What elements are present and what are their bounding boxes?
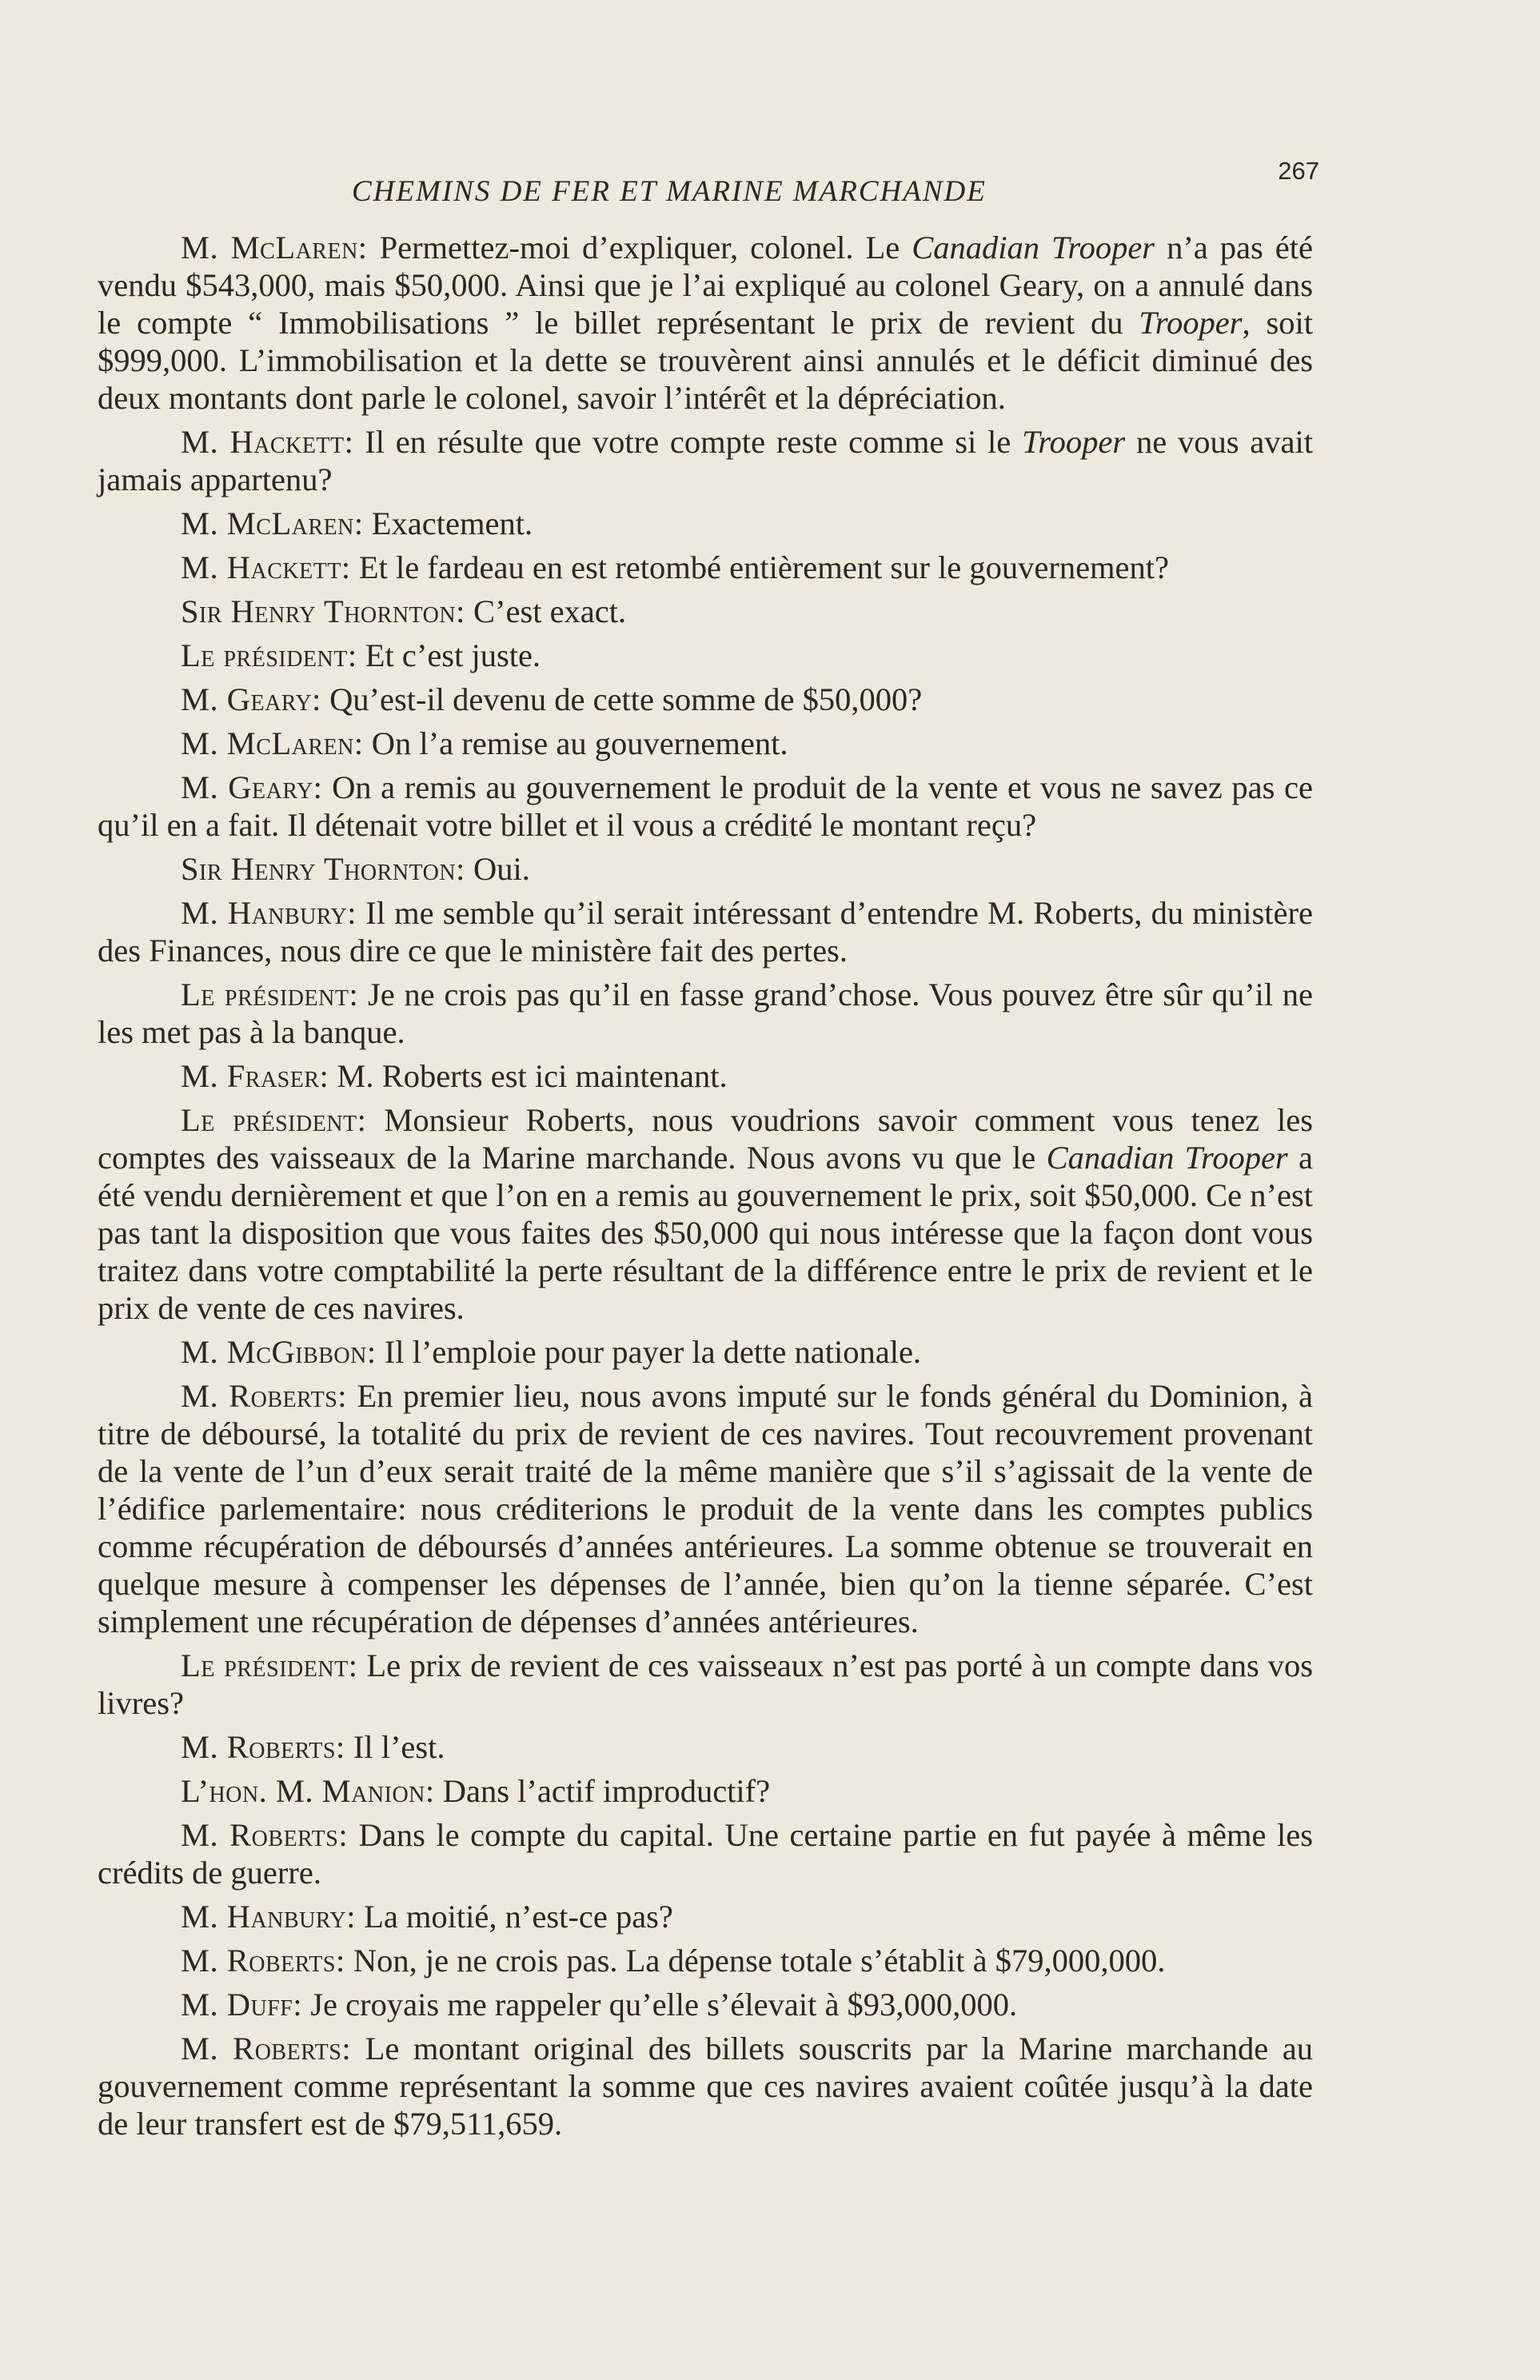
speaker-name: M. Hackett: xyxy=(181,549,351,585)
speaker-name: Le président: xyxy=(181,637,357,673)
speaker-name: M. Duff: xyxy=(181,1987,303,2023)
speaker-name: Sir Henry Thornton: xyxy=(181,593,465,629)
paragraph: M. Roberts: Non, je ne crois pas. La dépense totale s’établit à $79,000,000. xyxy=(181,1943,1166,1979)
speaker-name: Le président: xyxy=(181,1647,358,1683)
speaker-name: M. Hanbury: xyxy=(181,1899,356,1935)
speaker-name: Sir Henry Thornton: xyxy=(181,851,465,887)
paragraph: M. McLaren: On l’a remise au gouvernement. xyxy=(181,725,788,761)
speaker-name: M. Roberts: xyxy=(181,1943,345,1979)
paragraph: Le président: Je ne crois pas qu’il en fasse grand’chose. Vous pouvez être sûr qu’il ne les met pas à la banque. xyxy=(98,976,1314,1050)
speaker-name: M. Roberts: xyxy=(181,1729,345,1765)
paragraph: Le président: Le prix de revient de ces vaisseaux n’est pas porté à un compte dans vos livres? xyxy=(98,1647,1313,1721)
paragraph: L’hon. M. Manion: Dans l’actif improductif? xyxy=(181,1773,771,1809)
speaker-name: Le président: xyxy=(181,1102,367,1138)
paragraph: Le président: Monsieur Roberts, nous voudrions savoir comment vous tenez les comptes des vaisseaux de la Marine marchande. Nous avons vu que le Canadian Trooper a été vendu dernièrement et que l’on en a remis au gouvernement le prix, soit $50,000. Ce n’est pas tant la disposition que vous faites des $50,000 qui nous intéresse que la façon dont vous traitez dans votre comptabilité la perte résultant de la différence entre le prix de revient et le prix de vente de ces navires. xyxy=(98,1102,1314,1326)
paragraph: M. Geary: On a remis au gouvernement le produit de la vente et vous ne savez pas ce qu’il en a fait. Il détenait votre billet et il vous a crédité le montant reçu? xyxy=(98,769,1313,843)
speaker-name: M. Roberts: xyxy=(181,1378,348,1414)
speaker-name: M. McLaren: xyxy=(181,725,364,761)
running-title: CHEMINS DE FER ET MARINE MARCHANDE xyxy=(352,175,987,208)
paragraph: M. McLaren: Permettez-moi d’expliquer, colonel. Le Canadian Trooper n’a pas été vendu $543,000, mais $50,000. Ainsi que je l’ai expliqué au colonel Geary, on a annulé dans le compte “ Immobilisations ” le billet représentant le prix de revient du Trooper, soit $999,000. L’immobilisation et la dette se trouvèrent ainsi annulés et le déficit diminué des deux montants dont parle le colonel, savoir l’intérêt et la dépréciation. xyxy=(98,230,1313,416)
ship-name: Canadian Trooper xyxy=(912,230,1155,266)
paragraph: M. Hackett: Et le fardeau en est retombé entièrement sur le gouvernement? xyxy=(181,549,1170,585)
page-header xyxy=(184,157,1319,221)
transcript-body xyxy=(98,229,1313,2149)
page-number: 267 xyxy=(1278,157,1319,185)
paragraph: M. Hanbury: La moitié, n’est-ce pas? xyxy=(181,1899,673,1935)
paragraph: M. Duff: Je croyais me rappeler qu’elle s’élevait à $93,000,000. xyxy=(181,1987,1018,2023)
ship-name: Canadian Trooper xyxy=(1046,1140,1288,1176)
paragraph: Le président: Et c’est juste. xyxy=(181,637,541,673)
paragraph: M. Fraser: M. Roberts est ici maintenant. xyxy=(181,1058,728,1094)
speaker-name: M. Geary: xyxy=(181,769,323,805)
speaker-name: M. Roberts: xyxy=(181,1817,349,1853)
speaker-name: M. McLaren: xyxy=(181,230,368,266)
paragraph: Sir Henry Thornton: C’est exact. xyxy=(181,593,627,629)
paragraph: M. Roberts: Il l’est. xyxy=(181,1729,445,1765)
paragraph: M. Hackett: Il en résulte que votre compte reste comme si le Trooper ne vous avait jamais appartenu? xyxy=(98,424,1314,497)
paragraph: M. Roberts: Le montant original des billets souscrits par la Marine marchande au gouvernement comme représentant la somme que ces navires avaient coûtée jusqu’à la date de leur transfert est de $79,511,659. xyxy=(98,2031,1313,2142)
paragraph: M. McGibbon: Il l’emploie pour payer la dette nationale. xyxy=(181,1334,922,1370)
speaker-name: M. McGibbon: xyxy=(181,1334,377,1370)
speaker-name: Le président: xyxy=(181,976,359,1012)
paragraph: M. Roberts: En premier lieu, nous avons imputé sur le fonds général du Dominion, à titre de déboursé, la totalité du prix de revient de ces navires. Tout recouvrement provenant de la vente de l’un d’eux serait traité de la même manière que s’il s’agissait de la vente de l’édifice parlementaire: nous créditerions le produit de la vente dans les comptes publics comme récupération de déboursés d’années antérieures. La somme obtenue se trouverait en quelque mesure à compenser les dépenses de l’année, bien qu’on la tienne séparée. C’est simplement une récupération de dépenses d’années antérieures. xyxy=(98,1378,1314,1639)
speaker-name: M. Hanbury: xyxy=(181,895,357,931)
paragraph: Sir Henry Thornton: Oui. xyxy=(181,851,530,887)
ship-name: Trooper xyxy=(1139,305,1243,341)
speaker-name: M. Geary: xyxy=(181,681,321,717)
speaker-name: M. Roberts: xyxy=(181,2031,352,2067)
paragraph: M. McLaren: Exactement. xyxy=(181,505,533,541)
paragraph: M. Hanbury: Il me semble qu’il serait intéressant d’entendre M. Roberts, du ministère des Finances, nous dire ce que le ministère fait des pertes. xyxy=(98,895,1313,968)
paragraph: M. Roberts: Dans le compte du capital. Une certaine partie en fut payée à même les crédits de guerre. xyxy=(98,1817,1313,1891)
speaker-name: M. Fraser: xyxy=(181,1058,329,1094)
speaker-name: M. McLaren: xyxy=(181,505,364,541)
speaker-name: M. Hackett: xyxy=(181,424,354,460)
speaker-name: L’hon. M. Manion: xyxy=(181,1773,435,1809)
ship-name: Trooper xyxy=(1022,424,1126,460)
paragraph: M. Geary: Qu’est-il devenu de cette somme de $50,000? xyxy=(181,681,923,717)
